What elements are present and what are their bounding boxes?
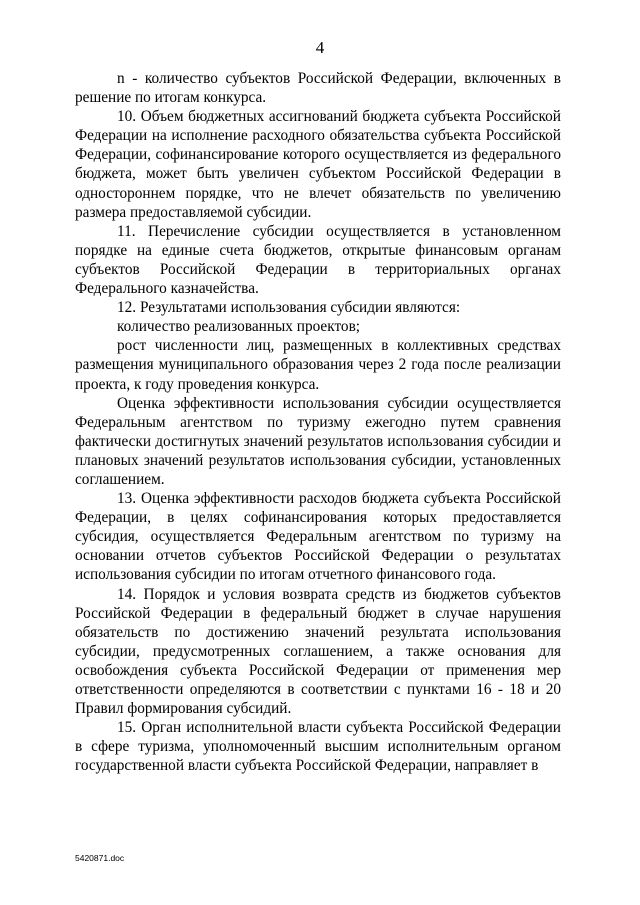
paragraph-11: 11. Перечисление субсидии осуществляется в установленном порядке на единые счета бюджетов, открытые финансовым органам субъектов Российской Федерации в территориальных органах Федерального казначейства. [75,222,561,298]
paragraph-n-definition: n - количество субъектов Российской Федерации, включенных в решение по итогам конкурса. [75,70,561,107]
paragraph-14: 14. Порядок и условия возврата средств из бюджетов субъектов Российской Федерации в федеральный бюджет в случае нарушения обязательств по достижению значений результата использования субсидии, предусмотренных соглашением, а также основания для освобождения субъекта Российской Федерации от применения мер ответственности определяются в соответствии с пунктами 16 - 18 и 20 Правил формирования субсидий. [75,585,561,718]
page-number: 4 [315,38,325,57]
paragraph-efficiency-assessment: Оценка эффективности использования субсидии осуществляется Федеральным агентством по туризму ежегодно путем сравнения фактически достигнутых значений результатов использования субсидии и плановых значений результатов использования субсидии, установленных соглашением. [75,394,561,488]
paragraph-12-item-2: рост численности лиц, размещенных в коллективных средствах размещения муниципального образования через 2 года после реализации проекта, к году проведения конкурса. [75,337,561,393]
document-body [75,69,561,775]
paragraph-15: 15. Орган исполнительной власти субъекта Российской Федерации в сфере туризма, уполномоченный высшим исполнительным органом государственной власти субъекта Российской Федерации, направляет в [75,719,561,775]
paragraph-12-item-1: количество реализованных проектов; [117,318,361,336]
paragraph-13: 13. Оценка эффективности расходов бюджета субъекта Российской Федерации, в целях софинансирования которых предоставляется субсидия, осуществляется Федеральным агентством по туризму на основании отчетов субъектов Российской Федерации о результатах использования субсидии по итогам отчетного финансового года. [75,490,561,584]
paragraph-10: 10. Объем бюджетных ассигнований бюджета субъекта Российской Федерации на исполнение расходного обязательства субъекта Российской Федерации, софинансирование которого осуществляется из федерального бюджета, может быть увеличен субъектом Российской Федерации в одностороннем порядке, что не влечет обязательств по увеличению размера предоставляемой субсидии. [75,108,561,221]
paragraph-12: 12. Результатами использования субсидии являются: [117,299,461,317]
footer-file-name: 5420871.doc [75,853,125,863]
